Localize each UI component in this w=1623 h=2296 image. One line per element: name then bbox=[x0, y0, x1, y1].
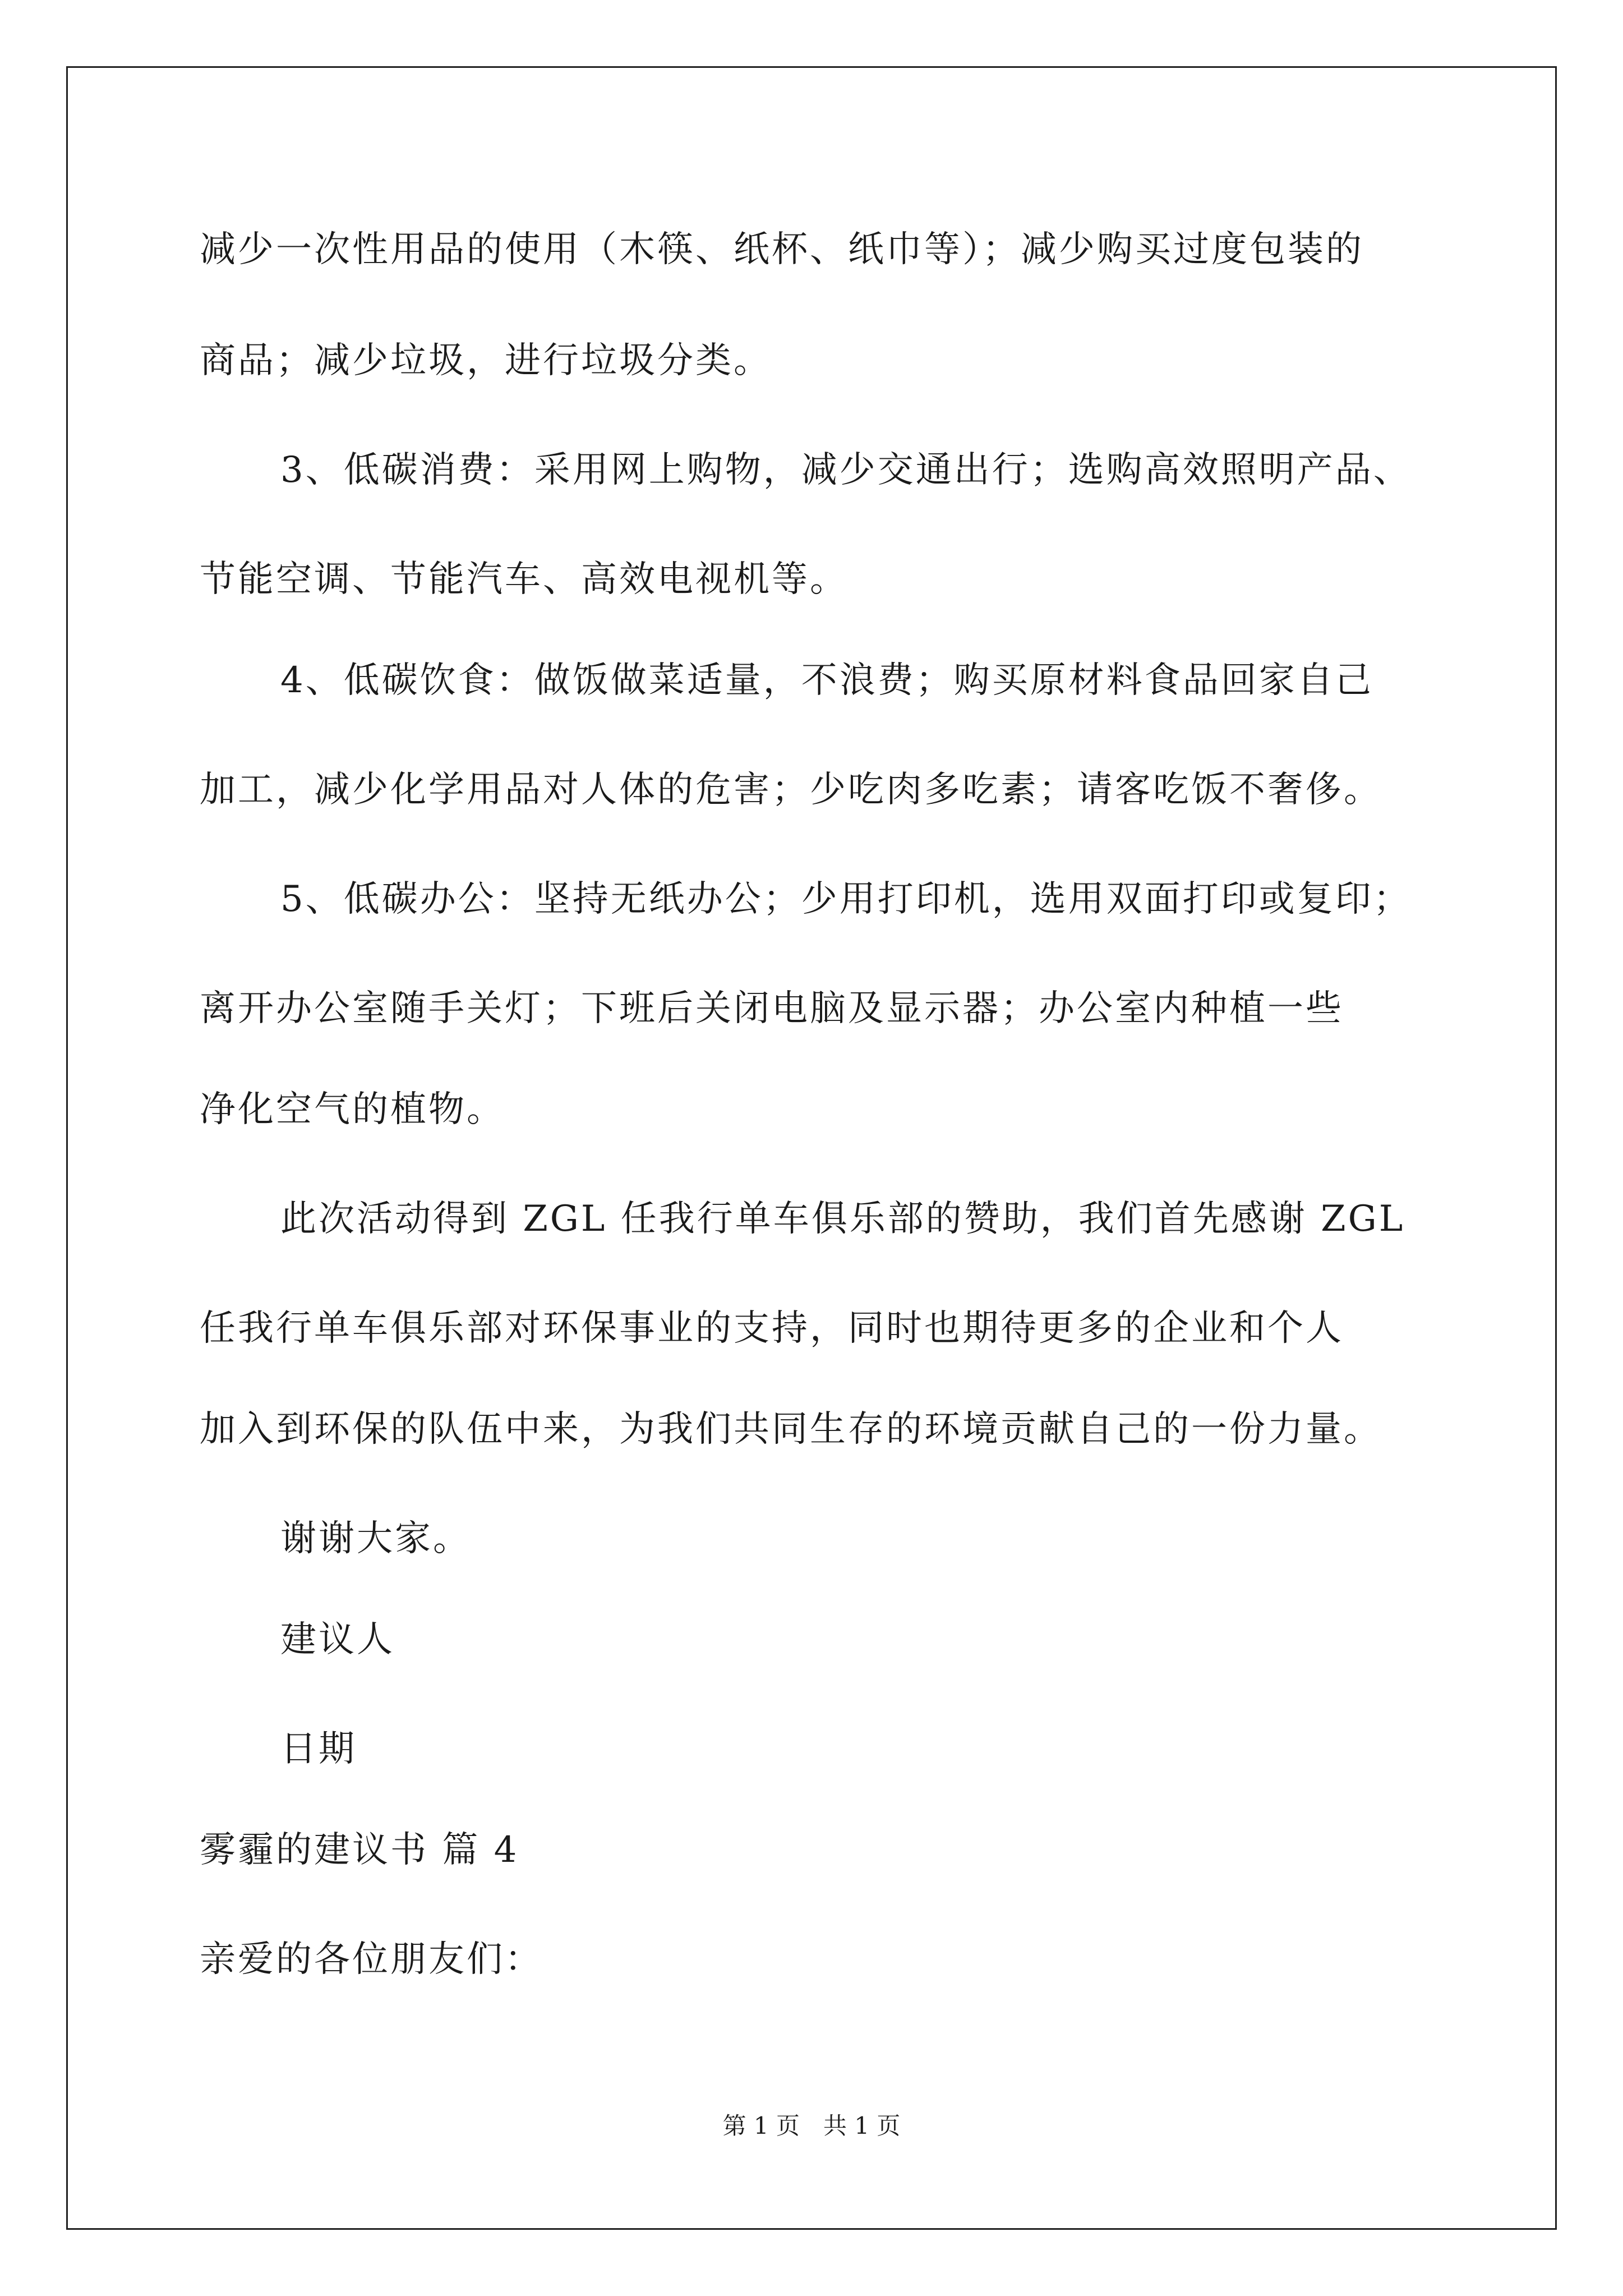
page-border bbox=[66, 66, 1557, 2230]
body-line: 5、低碳办公：坚持无纸办公；少用打印机，选用双面打印或复印； bbox=[280, 878, 1412, 920]
body-line: 商品；减少垃圾，进行垃圾分类。 bbox=[200, 340, 772, 381]
date-label: 日期 bbox=[280, 1728, 357, 1770]
body-line: 加入到环保的队伍中来，为我们共同生存的环境贡献自己的一份力量。 bbox=[200, 1409, 1382, 1450]
body-line: 4、低碳饮食：做饭做菜适量，不浪费；购买原材料食品回家自己 bbox=[280, 660, 1373, 701]
page-footer: 第 1 页 共 1 页 bbox=[722, 2112, 901, 2139]
body-line: 减少一次性用品的使用（木筷、纸杯、纸巾等）；减少购买过度包装的 bbox=[200, 229, 1364, 270]
body-line: 此次活动得到 ZGL 任我行单车俱乐部的赞助，我们首先感谢 ZGL bbox=[280, 1198, 1405, 1240]
body-line: 离开办公室随手关灯；下班后关闭电脑及显示器；办公室内种植一些 bbox=[200, 988, 1344, 1029]
body-line: 3、低碳消费：采用网上购物，减少交通出行；选购高效照明产品、 bbox=[280, 449, 1412, 491]
body-line: 加工，减少化学用品对人体的危害；少吃肉多吃素；请客吃饭不奢侈。 bbox=[200, 769, 1382, 811]
body-line: 任我行单车俱乐部对环保事业的支持，同时也期待更多的企业和个人 bbox=[200, 1308, 1344, 1349]
signature-label: 建议人 bbox=[280, 1619, 395, 1660]
body-line: 节能空调、节能汽车、高效电视机等。 bbox=[200, 559, 848, 600]
body-line: 净化空气的植物。 bbox=[200, 1089, 505, 1130]
section-title: 雾霾的建议书 篇 4 bbox=[200, 1829, 519, 1871]
closing-line: 谢谢大家。 bbox=[280, 1518, 471, 1559]
salutation: 亲爱的各位朋友们： bbox=[200, 1939, 543, 1980]
